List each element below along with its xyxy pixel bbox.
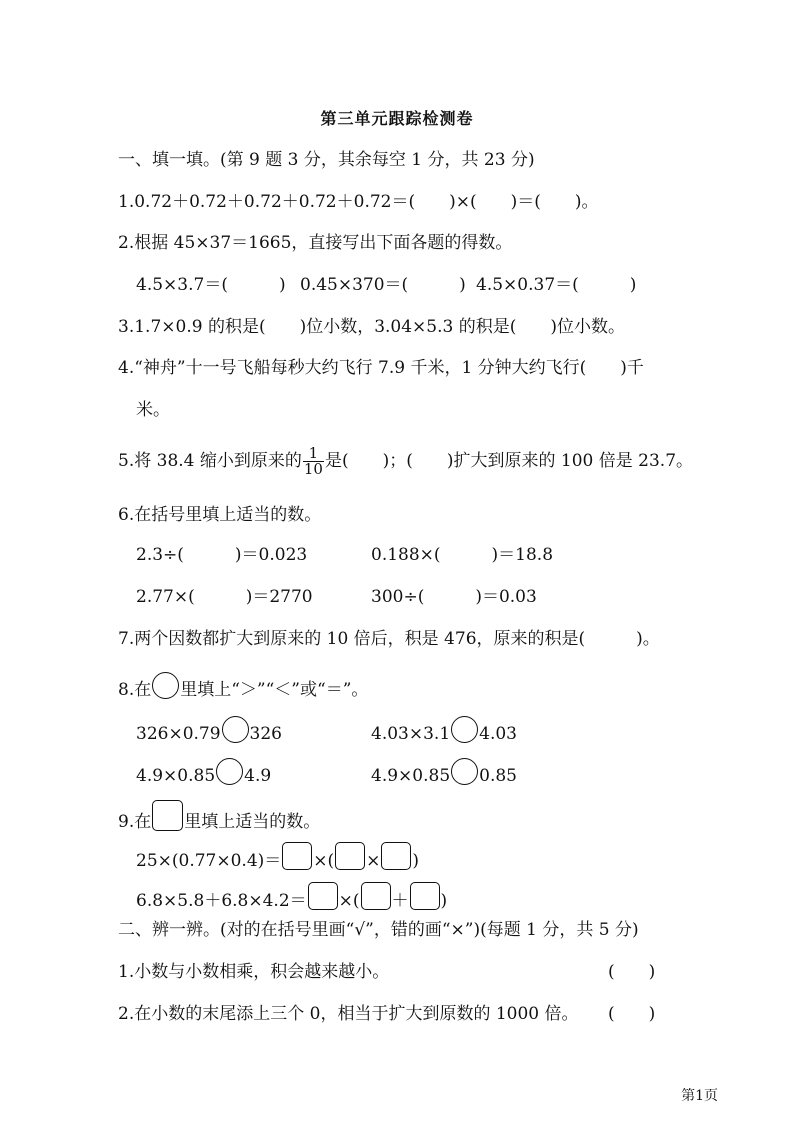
question-8d-left: 4.9×0.85	[371, 766, 451, 786]
question-8a-right: 326	[249, 724, 282, 744]
question-8-prefix: 8.在	[118, 680, 152, 700]
question-8c-right: 4.9	[244, 766, 272, 786]
question-4: 4.“神舟”十一号飞船每秒大约飞行 7.9 千米，1 分钟大约飞行( )千	[118, 358, 644, 378]
judge-2-answer-paren[interactable]: ( )	[608, 1004, 656, 1024]
question-9b-times: ×(	[338, 891, 360, 911]
answer-circle[interactable]	[216, 758, 243, 785]
question-8b	[371, 716, 517, 746]
page-title: 第三单元跟踪检测卷	[320, 109, 474, 128]
question-9b-plus: ＋	[391, 891, 409, 911]
question-1: 1.0.72＋0.72＋0.72＋0.72＋0.72＝( )×( )＝( )。	[118, 192, 599, 212]
question-8	[118, 672, 368, 702]
question-4-continued: 米。	[136, 400, 170, 420]
answer-circle[interactable]	[222, 716, 249, 743]
question-9	[118, 800, 320, 834]
question-8c	[136, 758, 271, 788]
question-2a: 4.5×3.7＝( )	[136, 275, 286, 295]
question-6: 6.在括号里填上适当的数。	[118, 505, 322, 525]
question-9-prefix: 9.在	[118, 812, 152, 832]
answer-circle[interactable]	[451, 716, 478, 743]
question-8a	[136, 716, 282, 746]
answer-box[interactable]	[308, 882, 338, 910]
question-3: 3.1.7×0.9 的积是( )位小数，3.04×5.3 的积是( )位小数。	[118, 317, 626, 337]
answer-box[interactable]	[381, 842, 411, 870]
question-9b-expr: 6.8×5.8＋6.8×4.2＝	[136, 891, 307, 911]
section-1-heading: 一、填一填。(第 9 题 3 分，其余每空 1 分，共 23 分)	[118, 150, 535, 170]
answer-circle[interactable]	[451, 758, 478, 785]
judge-2: 2.在小数的末尾添上三个 0，相当于扩大到原数的 1000 倍。	[118, 1004, 579, 1024]
question-2c: 4.5×0.37＝( )	[476, 275, 637, 295]
question-8c-left: 4.9×0.85	[136, 766, 216, 786]
answer-box[interactable]	[361, 882, 391, 910]
question-8d	[371, 758, 517, 788]
question-5	[118, 446, 693, 477]
question-9a-times: ×(	[313, 851, 335, 871]
fraction-numerator: 1	[303, 446, 324, 462]
answer-box[interactable]	[282, 842, 312, 870]
question-9a	[136, 842, 419, 873]
question-6b: 0.188×( )＝18.8	[371, 545, 554, 565]
question-8b-right: 4.03	[479, 724, 517, 744]
question-9a-close: )	[412, 851, 420, 871]
question-8-suffix: 里填上“＞”“＜”或“＝”。	[180, 680, 369, 700]
question-9a-expr: 25×(0.77×0.4)＝	[136, 851, 282, 871]
question-2: 2.根据 45×37＝1665，直接写出下面各题的得数。	[118, 233, 513, 253]
fraction-one-tenth	[303, 446, 324, 477]
answer-box[interactable]	[152, 800, 183, 831]
fraction-denominator: 10	[303, 460, 323, 478]
answer-box[interactable]	[410, 882, 440, 910]
judge-1: 1.小数与小数相乘，积会越来越小。	[118, 962, 390, 982]
question-9b-close: )	[440, 891, 448, 911]
question-9b	[136, 882, 447, 913]
question-6d: 300÷( )＝0.03	[371, 587, 537, 607]
question-8d-right: 0.85	[479, 766, 517, 786]
question-6a: 2.3÷( )＝0.023	[136, 545, 308, 565]
question-6c: 2.77×( )＝2770	[136, 587, 313, 607]
section-2-heading: 二、辨一辨。(对的在括号里画“√”，错的画“×”)(每题 1 分，共 5 分)	[118, 920, 639, 940]
question-9a-times2: ×	[366, 851, 381, 871]
question-7: 7.两个因数都扩大到原来的 10 倍后，积是 476，原来的积是( )。	[118, 629, 660, 649]
answer-box[interactable]	[335, 842, 365, 870]
question-8a-left: 326×0.79	[136, 724, 221, 744]
page-number: 第1页	[681, 1088, 718, 1104]
judge-1-answer-paren[interactable]: ( )	[608, 962, 656, 982]
question-9-suffix: 里填上适当的数。	[184, 812, 321, 832]
question-8b-left: 4.03×3.1	[371, 724, 451, 744]
question-5-prefix: 5.将 38.4 缩小到原来的	[118, 451, 302, 471]
question-5-suffix: 是( )；( )扩大到原来的 100 倍是 23.7。	[324, 451, 694, 471]
question-2b: 0.45×370＝( )	[300, 275, 466, 295]
answer-circle[interactable]	[152, 672, 179, 699]
